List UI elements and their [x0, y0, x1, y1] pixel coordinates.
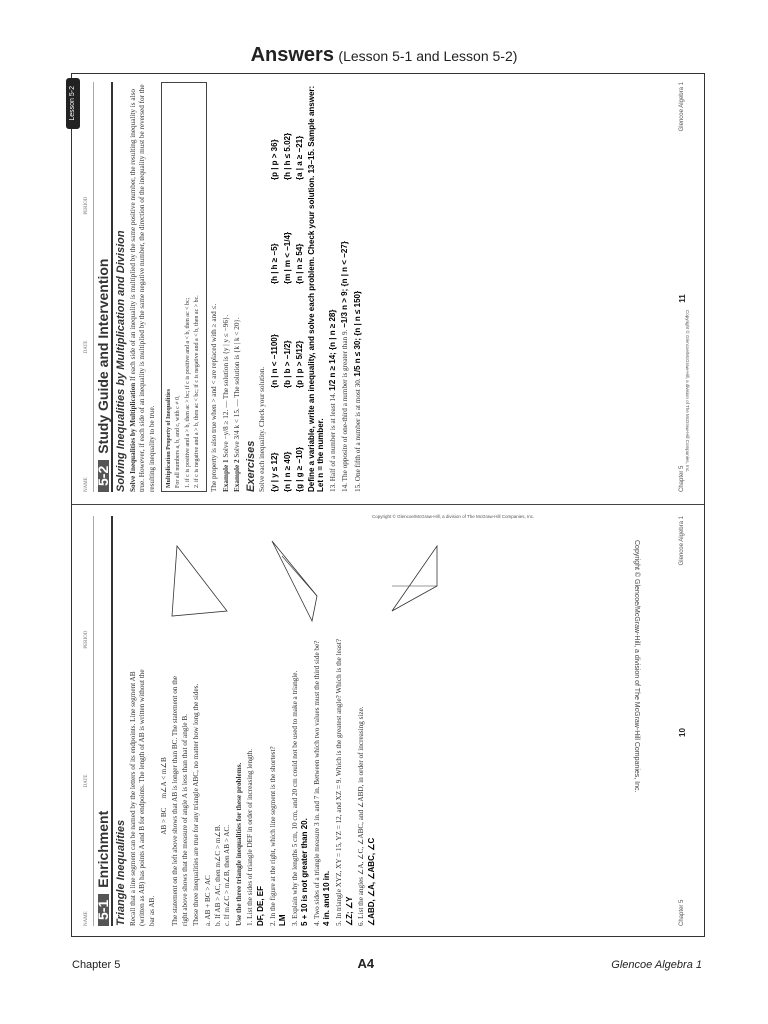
problem-answer: DF, DE, EF [255, 885, 265, 926]
footer-book: Glencoe Algebra 1 [679, 82, 686, 132]
inner-copyright: Copyright © Glencoe/McGraw-Hill, a division of The McGraw-Hill Companies, Inc. [372, 514, 535, 519]
exercises-directions: Solve each inequality. Check your solution. [258, 366, 267, 492]
answer: {a | a ≥ −21} [295, 135, 305, 180]
lesson-5-1-page [82, 516, 692, 926]
always-text: These three inequalities are true for any triangle ABC, no matter how long the sides. [192, 683, 201, 926]
statement-text: The statement on the left above shows that AB is longer than BC. The statement on the right above shows that the measure of angle A is less than that of angle B. [171, 676, 189, 926]
footer-book-title: Glencoe Algebra 1 [611, 959, 702, 971]
lesson-number: 5-1 [98, 894, 110, 926]
problem-text: 2. In the figure at the right, which line segment is the shortest? [268, 746, 277, 926]
example1-prompt: Solve −y/8 ≥ 12. [221, 409, 230, 458]
lesson-5-2-page: Lesson 5-2 NAME DATE PERIOD 5-2 Study Guide and Intervention Solving Inequalities by Multiplication and Division Solve Inequalities by Multiplication If each side of an inequality is multiplied by the same positive number, the resulting inequality is also true. However, if each side of an inequality is multiplied by the same negative number, the direction of the inequality must be reversed for the resulting inequality to be true. Multiplication Property of Inequalities For all numbers a, b, and c, with c ≠ 0, 1. if c is positive and a > b, then ac > bc; if c is positive and a < b, then ac < bc; 2. if c is negative and a > b, then ac < bc; if c is negative and a < b, then ac > bc. The property is also true when > and < are replaced with ≥ and ≤. Example 1 Solve −y/8 ≥ 12. — The solution is {y | y ≤ −96}. Example 2 Solve 3/4 k < 15. — The solution is {k | k < 20}. Exercises Solve each inequality. Check your solution. {y | y ≤ 12} {n | n < −1100} {h | h ≥ −5} {p | p > 36} {n | n ≥ 40} {b | b > −1/2} {m | m < −1/4} {h | h ≤ 5.02} {g | g ≥ −10} {p | p > 5/12} {n | n ≥ 54} {a | a ≥ −21} Define a variable, write an inequality, and solve each problem. Check your solution. 13–15. Sample answer: Let n = the number. 13. Half of a number is at least 14. 1/2 n ≥ 14; {n | n ≥ 28} 14. The opposite of one-third a number is greater than 9. −1/3 n > 9; {n | n < −27} 15. One fifth of a number is at most 30. 1/5 n ≤ 30; {n | n ≤ 150} Chapter 5 11 Glencoe Algebra 1 [82, 82, 692, 492]
intro-text: If each side of an inequality is multiplied by the same positive number, the resulting inequality is also true. However, if each side of an inequality is multiplied by the same negative number, the direction of the inequality must be reversed for the resulting inequality to be true. [128, 84, 156, 492]
inequality-example: m∠A < m∠B [159, 757, 168, 799]
name-date-period [82, 82, 94, 492]
lesson-title-bar [94, 82, 114, 492]
box-rule: 1. if c is positive and a > b, then ac > bc; if c is positive and a < b, then ac < bc; [184, 297, 191, 488]
lesson-title: Study Guide and Intervention [94, 258, 111, 454]
example1-label: Example 1 [221, 459, 230, 492]
header-title: Answers [250, 44, 334, 66]
lesson-title: Enrichment [94, 810, 111, 888]
example1-solution: The solution is {y | y ≤ −96}. [221, 314, 230, 400]
date-field: DATE [84, 774, 89, 788]
lesson-tab: Lesson 5-2 [66, 78, 80, 129]
box-title: Multiplication Property of Inequalities [165, 388, 172, 488]
word-answer: 1/2 n ≥ 14; {n | n ≥ 28} [327, 309, 337, 391]
inner-copyright: Copyright © Glencoe/McGraw-Hill, a division of The McGraw-Hill Companies, Inc. [685, 310, 690, 473]
header-subtitle: (Lesson 5-1 and Lesson 5-2) [338, 48, 518, 64]
footer-page-number: 11 [678, 294, 688, 303]
answer: {n | n ≥ 40} [282, 451, 292, 492]
answer: {p | p > 36} [269, 139, 279, 180]
page-footer [678, 516, 688, 926]
answer: {n | n < −1100} [269, 334, 279, 388]
problem-answer: ∠Z; ∠Y [344, 896, 354, 926]
exercises-title: Exercises [244, 440, 257, 492]
footer-chapter: Chapter 5 [679, 899, 686, 926]
problem-answer: 5 + 10 is not greater than 20. [300, 818, 310, 926]
page-header [0, 44, 768, 67]
problem-text: 6. List the angles ∠A, ∠C, ∠ABC, and ∠ABD, in order of increasing size. [357, 706, 366, 926]
example2-label: Example 2 [233, 459, 242, 492]
inequality-rule: b. If AB > AC, then m∠C > m∠B. [213, 824, 222, 926]
lesson-subtitle: Triangle Inequalities [115, 819, 128, 926]
footer-page-id: A4 [357, 956, 375, 971]
name-date-period [82, 516, 94, 926]
also-note: The property is also true when > and < are replaced with ≥ and ≤. [209, 303, 218, 492]
box-rule: 2. if c is negative and a > b, then ac < bc; if c is negative and a < b, then ac > bc. [194, 295, 201, 488]
answer-frame [71, 73, 705, 937]
period-field: PERIOD [84, 630, 89, 649]
footer-page-number: 10 [678, 728, 688, 737]
word-answer: −1/3 n > 9; {n | n < −27} [340, 241, 350, 328]
side-copyright: Copyright © Glencoe/McGraw-Hill, a division of The McGraw-Hill Companies, Inc. [633, 540, 640, 793]
problem-answer: LM [278, 914, 288, 926]
footer-chapter: Chapter 5 [679, 465, 686, 492]
triangle-abd-figure [382, 536, 442, 616]
directive-text: Use the three triangle inequalities for these problems. [234, 762, 243, 926]
inequality-rule: a. AB + BC > AC [203, 875, 212, 926]
period-field: PERIOD [84, 196, 89, 215]
answer: {y | y ≤ 12} [269, 452, 279, 492]
triangle-def-figure [262, 536, 322, 626]
problem-answer: 4 in. and 10 in. [322, 870, 332, 926]
example2-solution: The solution is {k | k < 20}. [233, 317, 242, 398]
example2-prompt: Solve 3/4 k < 15. [233, 408, 242, 458]
word-problem: 15. One fifth of a number is at most 30. [354, 378, 363, 492]
problem-text: 4. Two sides of a triangle measure 3 in. and 7 in. Between which two values must the third side be? [312, 640, 321, 926]
section-heading: Solve Inequalities by Multiplication [128, 382, 137, 492]
word-problem: 13. Half of a number is at least 14. [328, 392, 337, 492]
answer: {h | h ≥ −5} [269, 243, 279, 284]
inequality-rule: c. If m∠C > m∠B, then AB > AC. [223, 824, 232, 926]
answer: {b | b > −1/2} [282, 340, 292, 388]
name-field: NAME [84, 477, 89, 492]
answer: {m | m < −1/4} [282, 231, 292, 284]
define-instructions: Define a variable, write an inequality, and solve each problem. Check your solution. 13–15. Sample answer: Let n = the number. [306, 85, 326, 492]
date-field: DATE [84, 340, 89, 354]
answer: {h | h ≤ 5.02} [282, 132, 292, 180]
exercise-answers [270, 82, 305, 492]
page-footer-bar [72, 956, 702, 971]
triangle-abc-figure [162, 536, 232, 626]
answer: {p | p > 5/12} [295, 340, 305, 388]
lesson-title-bar [94, 516, 114, 926]
lesson-number: 5-2 [98, 460, 110, 492]
inequality-example: AB > BC [159, 807, 168, 835]
intro-text: Recall that a line segment can be named by the letters of its endpoints. Line segment AB (written as AB) has points A and B for endpoints. The length of AB is written without the bar as AB. [128, 669, 156, 926]
problem-text: 3. Explain why the lengths 5 cm, 10 cm, and 20 cm could not be used to make a triangle. [290, 670, 299, 926]
problem-answer: ∠ABD, ∠A, ∠ABC, ∠C [366, 837, 376, 926]
word-problem: 14. The opposite of one-third a number is greater than 9. [341, 329, 350, 492]
property-box [161, 82, 207, 492]
footer-chapter: Chapter 5 [72, 959, 121, 971]
footer-book: Glencoe Algebra 1 [679, 516, 686, 566]
lesson-subtitle: Solving Inequalities by Multiplication and Division [115, 230, 128, 492]
problem-text: 1. List the sides of triangle DEF in order of increasing length. [246, 748, 255, 926]
answer: {n | n ≥ 54} [295, 243, 305, 284]
word-answer: 1/5 n ≤ 30; {n | n ≤ 150} [353, 290, 363, 377]
answer: {g | g ≥ −10} [295, 446, 305, 492]
page-divider [72, 504, 704, 505]
problem-text: 5. In triangle XYZ, XY = 15, YZ = 12, and XZ = 9. Which is the greatest angle? Which is the least? [335, 638, 344, 926]
name-field: NAME [84, 911, 89, 926]
box-rule: For all numbers a, b, and c, with c ≠ 0, [175, 395, 182, 488]
